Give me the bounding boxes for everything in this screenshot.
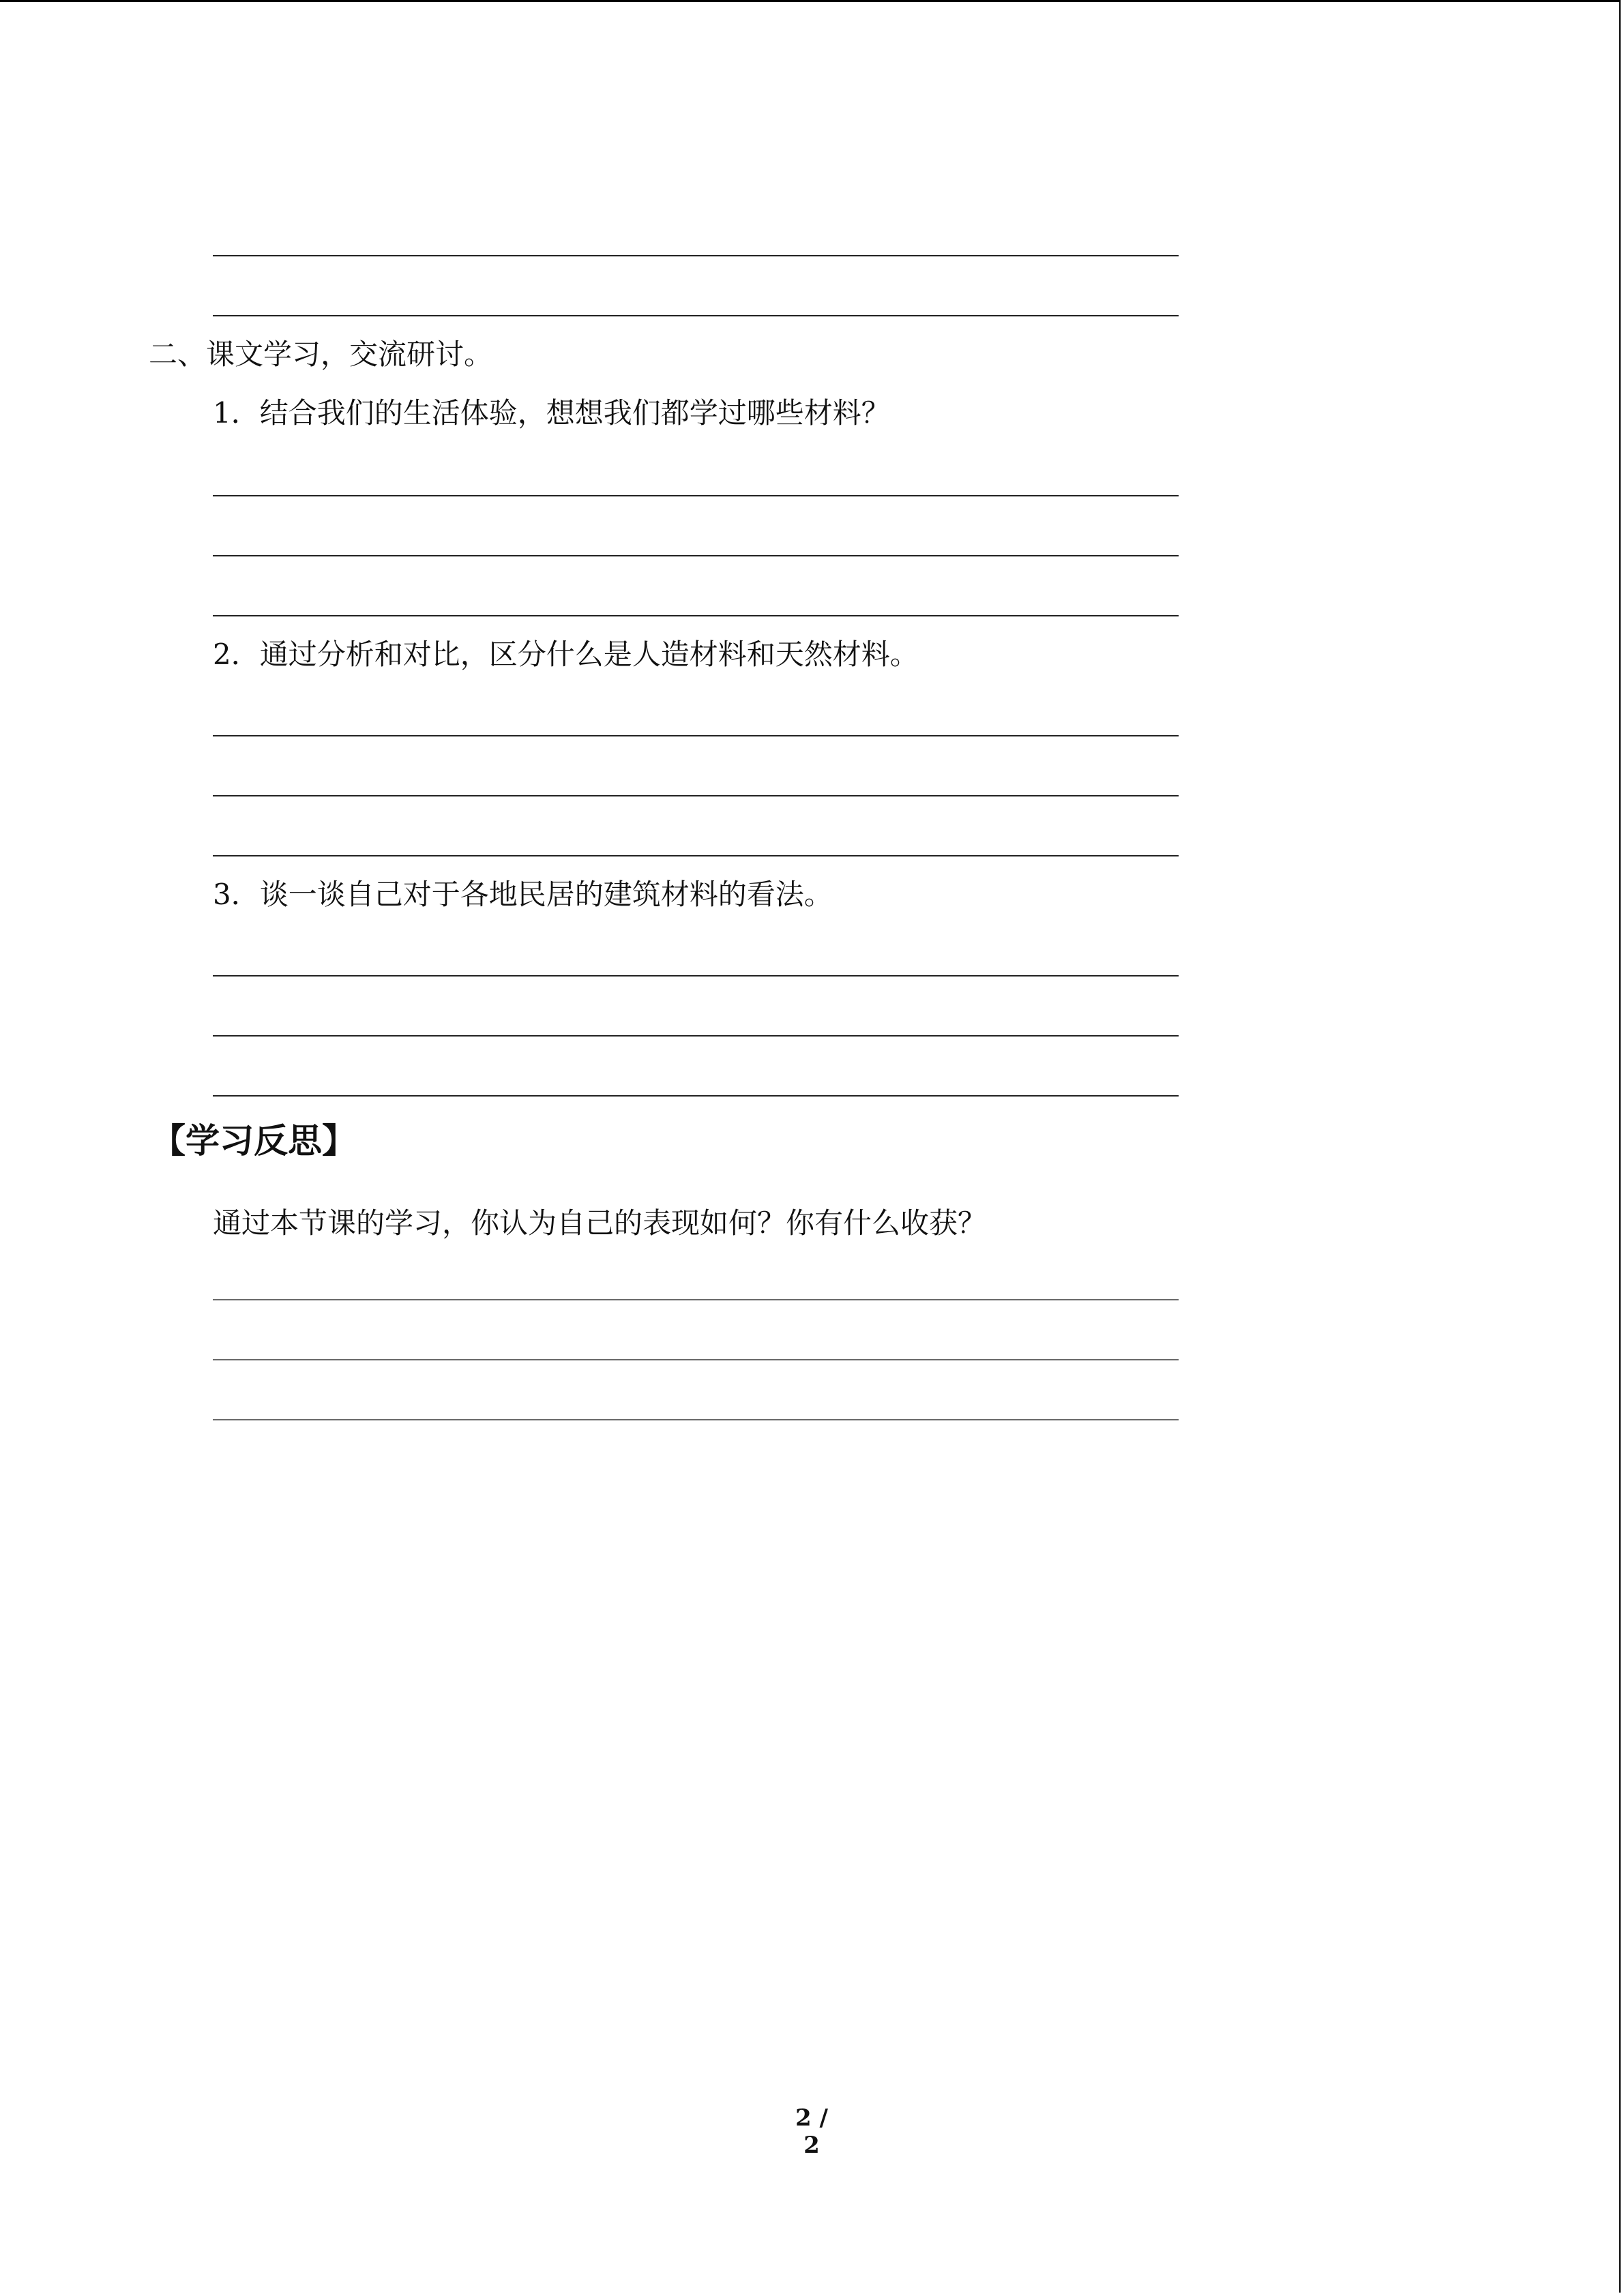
answer-line[interactable] (213, 615, 1179, 616)
page-number: 2 / 2 (795, 2104, 828, 2159)
answer-line[interactable] (213, 255, 1179, 256)
reflection-prompt: 通过本节课的学习，你认为自己的表现如何？你有什么收获？ (213, 1206, 987, 1240)
reflection-heading: 【学习反思】 (151, 1121, 356, 1161)
answer-line[interactable] (213, 735, 1179, 736)
answer-line[interactable] (213, 1359, 1179, 1360)
answer-line[interactable] (213, 1095, 1179, 1097)
question-3: 3．谈一谈自己对于各地民居的建筑材料的看法。 (213, 878, 833, 911)
answer-line[interactable] (213, 795, 1179, 796)
answer-line[interactable] (213, 495, 1179, 496)
answer-line[interactable] (213, 555, 1179, 556)
answer-line[interactable] (213, 315, 1179, 316)
answer-line[interactable] (213, 1035, 1179, 1037)
question-1: 1．结合我们的生活体验，想想我们都学过哪些材料？ (213, 396, 890, 430)
question-2: 2．通过分析和对比，区分什么是人造材料和天然材料。 (213, 638, 919, 671)
answer-line[interactable] (213, 975, 1179, 976)
answer-line[interactable] (213, 855, 1179, 856)
answer-line[interactable] (213, 1299, 1179, 1300)
section-title: 二、课文学习，交流研讨。 (149, 338, 493, 371)
answer-line[interactable] (213, 1419, 1179, 1420)
